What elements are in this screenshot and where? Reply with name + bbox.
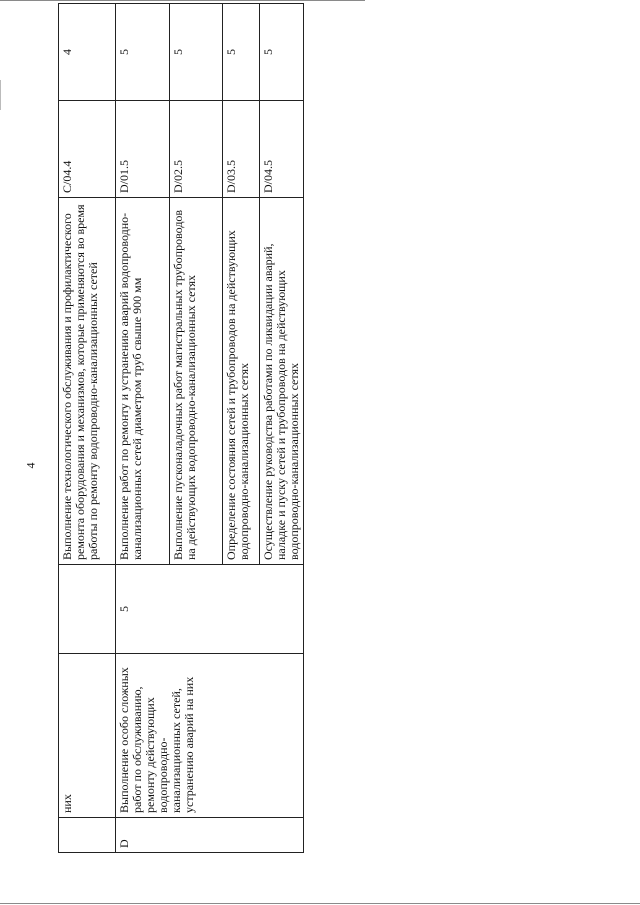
function-level: 4 [59, 4, 116, 101]
scan-edge-line [0, 903, 640, 904]
qualification-table [58, 3, 304, 853]
scan-edge-line [0, 80, 1, 110]
function-level: 5 [223, 4, 260, 101]
function-code: D/03.5 [223, 101, 260, 198]
group-level: 5 [116, 565, 304, 654]
function-level: 5 [260, 4, 304, 101]
function-code: D/04.5 [260, 101, 304, 198]
group-name: Выполнение особо сложных работ по обслуживанию, ремонту действующих водопроводно-канализационных сетей, устранению аварий на них [116, 654, 304, 818]
scan-edge-line [0, 0, 365, 1]
group-name-tail: них [59, 654, 116, 818]
group-code: D [116, 818, 304, 853]
function-name: Выполнение технологического обслуживания и профилактического ремонта оборудования и механизмов, которые применяются во время работы по ремонту водопроводно-канализационных сетей [59, 198, 116, 565]
table-row [116, 4, 170, 853]
function-level: 5 [170, 4, 223, 101]
function-name: Определение состояния сетей и трубопроводов на действующих водопроводно-канализационных сетях [223, 198, 260, 565]
page-number: 4 [23, 462, 38, 469]
function-code: D/02.5 [170, 101, 223, 198]
table-cell [59, 818, 116, 853]
function-name: Осуществление руководства работами по ликвидации аварий, наладке и пуску сетей и трубопроводов на действующих водопроводно-канализационных сетях [260, 198, 304, 565]
rotated-table-wrapper [58, 49, 301, 853]
table-cell [59, 565, 116, 654]
function-code: D/01.5 [116, 101, 170, 198]
function-code: C/04.4 [59, 101, 116, 198]
function-name: Выполнение пусконаладочных работ магистральных трубопроводов на действующих водопроводно-канализационных сетях [170, 198, 223, 565]
function-level: 5 [116, 4, 170, 101]
function-name: Выполнение работ по ремонту и устранению аварий водопроводно-канализационных сетей диаметром труб свыше 900 мм [116, 198, 170, 565]
table-row [59, 4, 116, 853]
